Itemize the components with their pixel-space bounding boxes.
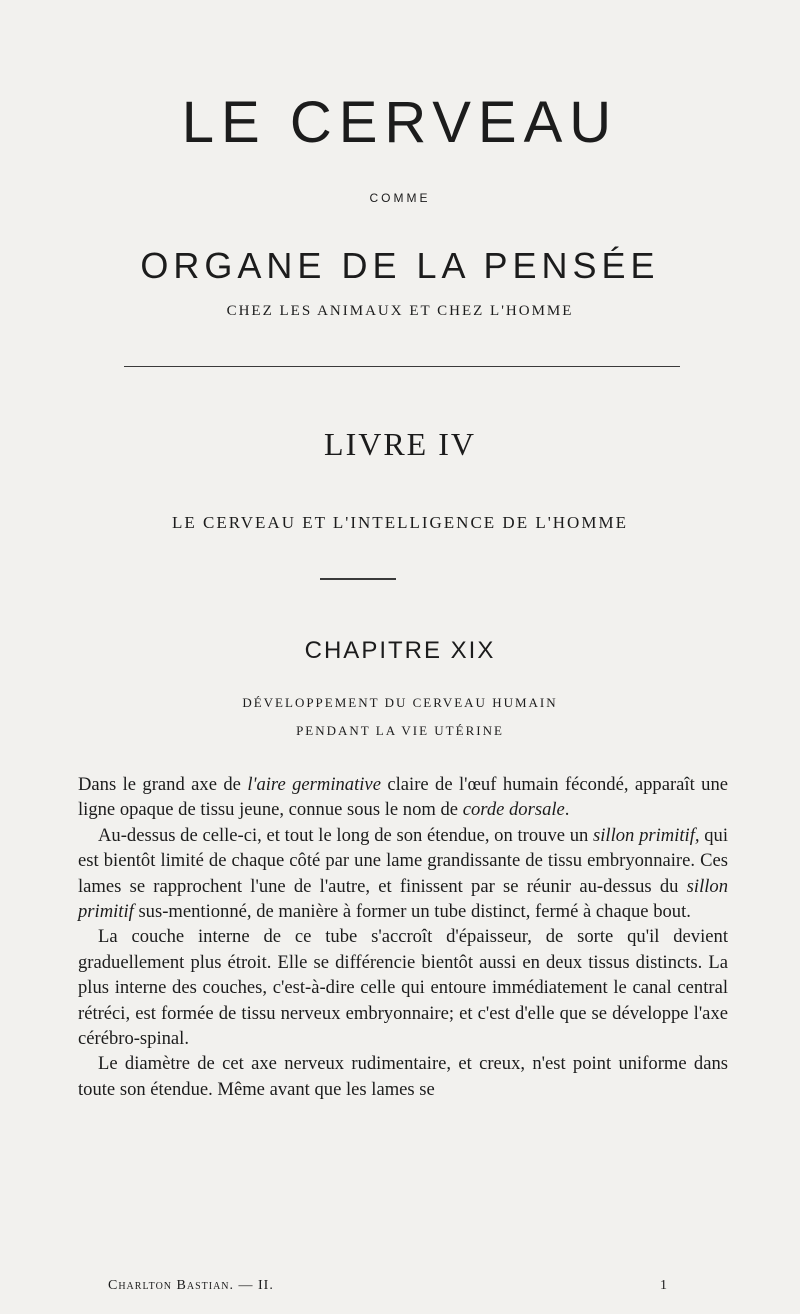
- body-text: [78, 772, 728, 1102]
- page-footer: [108, 1277, 668, 1295]
- book-subtitle: ORGANE DE LA PENSÉE: [140, 245, 660, 286]
- book-title-connector: COMME: [369, 191, 431, 205]
- section-divider: [320, 578, 396, 580]
- paragraph-4: Le diamètre de cet axe nerveux rudimentaire, et creux, n'est point uniforme dans toute son étendue. Même avant que les lames se: [78, 1053, 728, 1100]
- paragraph-1: Dans le grand axe de l'aire germinative claire de l'œuf humain fécondé, apparaît une ligne opaque de tissu jeune, connue sous le nom de corde dorsale.: [78, 774, 728, 821]
- book-part-number: LIVRE IV: [324, 426, 476, 462]
- book-part-title: LE CERVEAU ET L'INTELLIGENCE DE L'HOMME: [172, 513, 628, 532]
- paragraph-3: La couche interne de ce tube s'accroît d'épaisseur, de sorte qu'il devient graduellement plus étroit. Elle se différencie bientôt aussi en deux tissus distincts. La plus interne des couches, c'est-à-dire celle qui entoure immédiatement le canal central rétréci, est formée de tissu nerveux embryonnaire; et c'est d'elle que se développe l'axe cérébro-spinal.: [78, 926, 728, 1050]
- header-divider: [124, 366, 680, 367]
- book-tagline: CHEZ LES ANIMAUX ET CHEZ L'HOMME: [226, 303, 574, 319]
- italic-term: sillon primitif,: [593, 824, 700, 846]
- chapter-title-line-1: DÉVELOPPEMENT DU CERVEAU HUMAIN: [242, 695, 558, 710]
- italic-term: l'aire germinative: [247, 774, 381, 795]
- chapter-number: CHAPITRE XIX: [304, 637, 496, 664]
- book-title: LE CERVEAU: [181, 90, 619, 155]
- chapter-title-line-2: PENDANT LA VIE UTÉRINE: [296, 723, 504, 738]
- author-signature: Charlton Bastian. — II.: [108, 1278, 274, 1293]
- italic-term: sillon primitif: [78, 875, 728, 923]
- italic-term: corde dorsale: [462, 799, 565, 821]
- page-number: 1: [660, 1278, 668, 1293]
- paragraph-2: Au-dessus de celle-ci, et tout le long de son étendue, on trouve un sillon primitif, qui est bientôt limité de chaque côté par une lame grandissante de tissu embryonnaire. Ces lames se rapprochent l'une de l'autre, et finissent par se réunir au-dessus du sillon primitif sus-mentionné, de manière à former un tube distinct, fermé à chaque bout.: [78, 824, 728, 923]
